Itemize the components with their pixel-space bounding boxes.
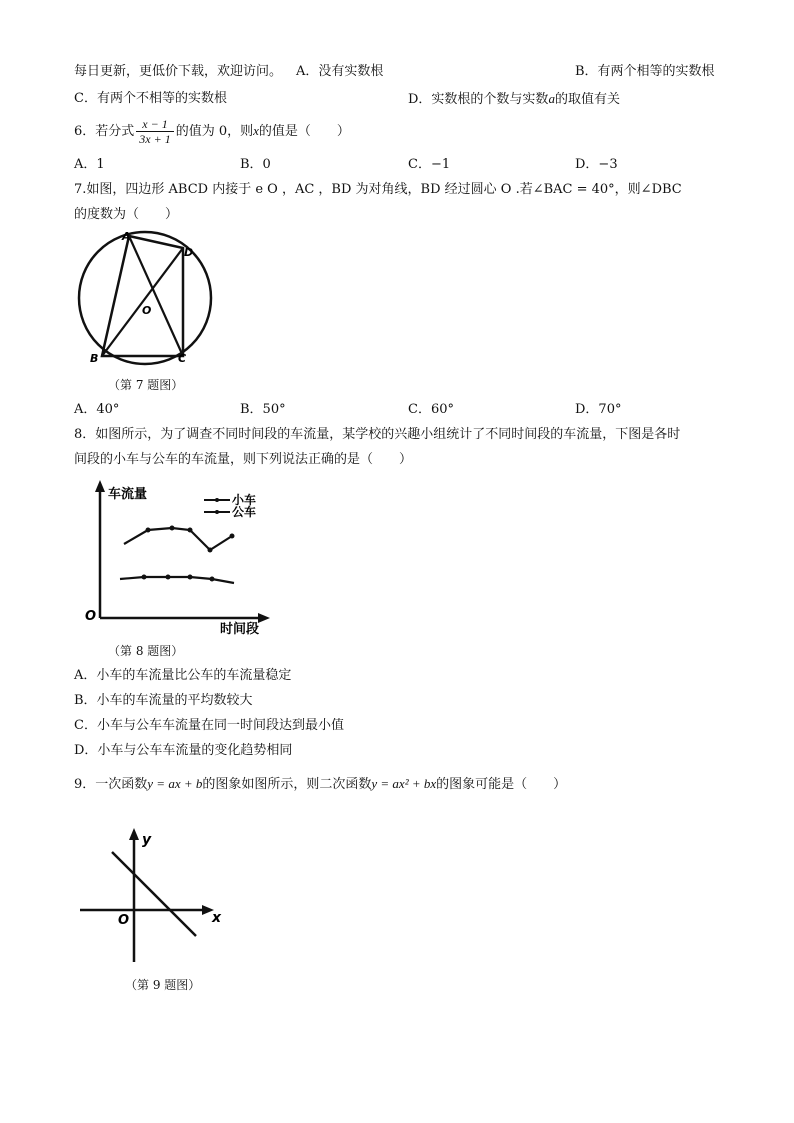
q6-option-d: D．−3 bbox=[575, 157, 618, 172]
q8-option-b: B．小车的车流量的平均数较大 bbox=[74, 693, 253, 708]
q6-suffix: 的值是（ ） bbox=[258, 124, 350, 139]
q9-y-arrow-icon bbox=[129, 828, 139, 840]
q8-legend-car-marker bbox=[215, 498, 219, 502]
q9-quadratic-function: y = ax² + bx bbox=[371, 776, 437, 791]
q5-option-d-suffix: 的取值有关 bbox=[554, 92, 620, 107]
q8-option-d: D．小车与公车车流量的变化趋势相同 bbox=[74, 743, 293, 758]
q7-caption: （第 7 题图） bbox=[108, 378, 184, 392]
q9-prefix: 9．一次函数 bbox=[74, 777, 148, 792]
q9-origin: O bbox=[118, 913, 130, 928]
q8-option-a: A．小车的车流量比公车的车流量稳定 bbox=[74, 668, 292, 683]
q5-option-b: B．有两个相等的实数根 bbox=[575, 64, 715, 79]
header-notice: 每日更新，更低价下载，欢迎访问。 bbox=[74, 64, 283, 79]
q7-label-b: B bbox=[90, 352, 99, 365]
q8-car-point bbox=[208, 548, 213, 553]
q8-bus-point bbox=[142, 575, 147, 580]
q8-legend-car: 小车 bbox=[232, 493, 257, 507]
q6-var: x bbox=[253, 123, 259, 138]
q9-suffix: 的图象可能是（ ） bbox=[436, 777, 567, 792]
q8-bus-point bbox=[166, 575, 171, 580]
q9-x-label: x bbox=[212, 910, 222, 926]
q7-stem-line1: 7.如图，四边形 ABCD 内接于 e O ，AC ，BD 为对角线，BD 经过圆心 O .若∠BAC = 40°，则∠DBC bbox=[74, 182, 682, 197]
q6-mid: 的值为 0，则 bbox=[175, 124, 254, 139]
q8-stem-line2: 间段的小车与公车的车流量，则下列说法正确的是（ ） bbox=[74, 452, 413, 467]
q5-option-d-prefix: D．实数根的个数与实数 bbox=[408, 92, 549, 107]
q9-caption: （第 9 题图） bbox=[125, 978, 201, 992]
q8-caption: （第 8 题图） bbox=[108, 644, 184, 658]
q7-option-b: B．50° bbox=[240, 402, 286, 417]
q6-option-b: B．0 bbox=[240, 157, 271, 172]
q8-bus-point bbox=[210, 577, 215, 582]
q8-option-c: C．小车与公车车流量在同一时间段达到最小值 bbox=[74, 718, 344, 733]
q8-figure bbox=[82, 478, 282, 636]
q7-stem-line2: 的度数为（ ） bbox=[74, 207, 179, 222]
q8-series-bus bbox=[120, 577, 234, 583]
q8-legend-bus-marker bbox=[215, 510, 219, 514]
q6-option-c: C．−1 bbox=[408, 157, 451, 172]
q6-stem bbox=[74, 110, 350, 153]
q7-label-a: A bbox=[122, 230, 131, 243]
q7-option-a: A．40° bbox=[74, 402, 120, 417]
q7-label-c: C bbox=[178, 352, 187, 365]
q7-label-o: O bbox=[142, 304, 152, 317]
q7-option-c: C．60° bbox=[408, 402, 454, 417]
q5-option-d bbox=[408, 91, 620, 108]
q7-figure bbox=[72, 230, 222, 370]
q8-bus-point bbox=[188, 575, 193, 580]
q8-car-point bbox=[146, 528, 151, 533]
q9-y-label: y bbox=[142, 832, 152, 848]
q8-stem-line1: 8．如图所示，为了调查不同时间段的车流量，某学校的兴趣小组统计了不同时间段的车流量，下图是各时 bbox=[74, 427, 681, 442]
q6-option-a: A．1 bbox=[74, 157, 105, 172]
q8-car-point bbox=[230, 534, 235, 539]
q8-series-car bbox=[124, 528, 232, 550]
q9-mid: 的图象如图所示，则二次函数 bbox=[202, 777, 372, 792]
q9-stem bbox=[74, 776, 566, 793]
q6-denominator: 3x + 1 bbox=[139, 132, 171, 146]
q8-legend-bus: 公车 bbox=[232, 505, 257, 519]
q5-option-d-var: a bbox=[548, 91, 555, 106]
q5-option-a: A．没有实数根 bbox=[296, 64, 384, 79]
q8-car-point bbox=[170, 526, 175, 531]
q8-y-arrow-icon bbox=[95, 480, 105, 492]
q8-x-arrow-icon bbox=[258, 613, 270, 623]
q8-origin: O bbox=[85, 609, 97, 624]
q9-figure bbox=[76, 822, 236, 968]
q9-linear-function: y = ax + b bbox=[147, 776, 203, 791]
q8-x-label: 时间段 bbox=[220, 622, 260, 636]
q7-label-d: D bbox=[184, 246, 194, 259]
q8-car-point bbox=[188, 528, 193, 533]
q6-prefix: 6．若分式 bbox=[74, 124, 135, 139]
q8-y-label: 车流量 bbox=[108, 487, 148, 502]
q7-diagonal-ac bbox=[129, 236, 183, 356]
q6-fraction bbox=[136, 117, 173, 146]
q7-option-d: D．70° bbox=[575, 402, 622, 417]
q6-numerator: x − 1 bbox=[136, 117, 173, 132]
q5-option-c: C．有两个不相等的实数根 bbox=[74, 91, 227, 106]
